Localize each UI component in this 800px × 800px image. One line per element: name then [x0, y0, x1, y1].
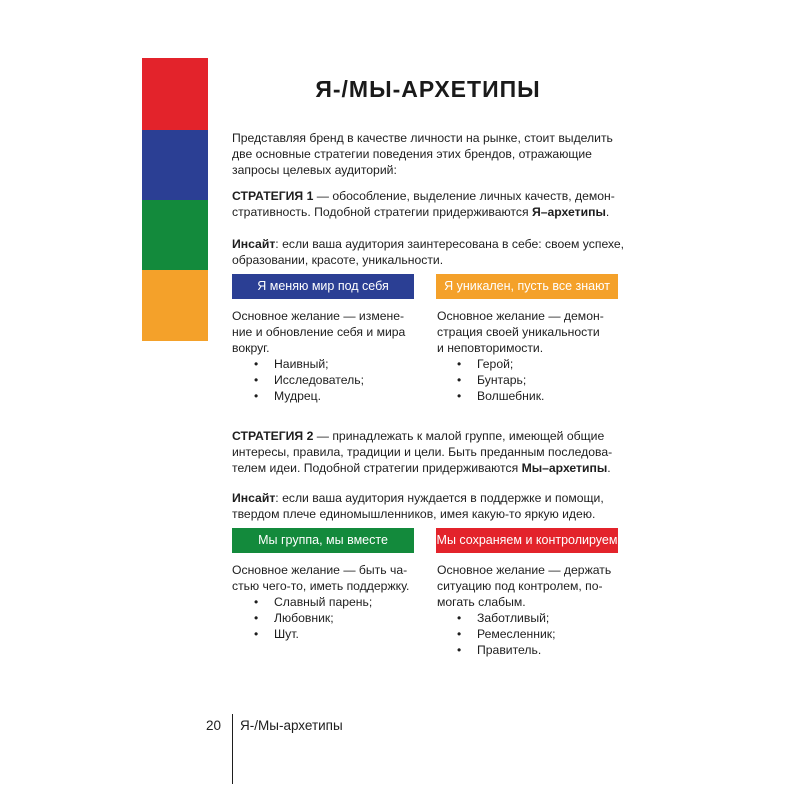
list-item: • Бунтарь; — [457, 372, 627, 388]
strategy-2-text: — принадлежать к малой группе, имеющей общие — [313, 429, 605, 443]
group-1-desc-line: вокруг. — [232, 341, 270, 355]
group-3-list — [254, 594, 422, 642]
strategy-2-heading: СТРАТЕГИЯ 2 — [232, 429, 314, 443]
list-item: • Заботливый; — [457, 610, 627, 626]
list-item: • Волшебник. — [457, 388, 627, 404]
intro-line: две основные стратегии поведения этих брендов, отражающие — [232, 147, 592, 161]
list-item: • Любовник; — [254, 610, 422, 626]
group-3-desc-line: стью чего-то, иметь поддержку. — [232, 579, 410, 593]
color-band-blue — [142, 130, 208, 200]
strategy-1-heading: СТРАТЕГИЯ 1 — [232, 189, 314, 203]
color-band-red — [142, 58, 208, 130]
group-3-description — [232, 562, 422, 642]
strategy-2-text: . — [607, 461, 611, 475]
footer-divider — [232, 714, 233, 784]
group-2-description — [437, 308, 627, 404]
group-4-desc-line: ситуацию под контролем, по- — [437, 579, 603, 593]
group-2-desc-line: страция своей уникальности — [437, 325, 600, 339]
group-1-description — [232, 308, 422, 404]
list-item: • Славный парень; — [254, 594, 422, 610]
page-number: 20 — [206, 718, 222, 733]
group-4-desc-line: могать слабым. — [437, 595, 526, 609]
list-item: • Правитель. — [457, 642, 627, 658]
group-3-label: Мы группа, мы вместе — [232, 528, 414, 553]
list-item: • Мудрец. — [254, 388, 422, 404]
group-4-label: Мы сохраняем и контролируем — [436, 528, 618, 553]
page-title: Я-/МЫ-АРХЕТИПЫ — [315, 76, 541, 102]
strategy-1-text: стративность. Подобной стратегии придерживаются — [232, 205, 532, 219]
insight-1-text: : если ваша аудитория заинтересована в себе: своем успехе, — [275, 237, 625, 251]
list-item: • Исследователь; — [254, 372, 422, 388]
insight-2-paragraph — [232, 490, 627, 522]
list-item: • Ремесленник; — [457, 626, 627, 642]
strategy-2-text: телем идеи. Подобной стратегии придерживаются — [232, 461, 522, 475]
group-1-label: Я меняю мир под себя — [232, 274, 414, 299]
group-1-desc-line: ние и обновление себя и мира — [232, 325, 406, 339]
group-4-desc-line: Основное желание — держать — [437, 563, 612, 577]
intro-line: Представляя бренд в качестве личности на рынке, стоит выделить — [232, 131, 613, 145]
insight-1-text: образовании, красоте, уникальности. — [232, 253, 444, 267]
insight-2-text: : если ваша аудитория нуждается в поддержке и помощи, — [275, 491, 604, 505]
color-band-orange — [142, 270, 208, 341]
strategy-1-text: — обособление, выделение личных качеств, демон- — [313, 189, 615, 203]
group-2-list — [457, 356, 627, 404]
group-1-desc-line: Основное желание — измене- — [232, 309, 405, 323]
insight-2-heading: Инсайт — [232, 491, 276, 505]
group-2-desc-line: и неповторимости. — [437, 341, 544, 355]
group-4-list — [457, 610, 627, 658]
intro-line: запросы целевых аудиторий: — [232, 163, 397, 177]
strategy-2-text: интересы, правила, традиции и цели. Быть преданным последова- — [232, 445, 613, 459]
strategy-1-paragraph — [232, 188, 627, 220]
color-band-green — [142, 200, 208, 270]
group-2-desc-line: Основное желание — демон- — [437, 309, 604, 323]
intro-paragraph — [232, 130, 627, 178]
group-3-desc-line: Основное желание — быть ча- — [232, 563, 408, 577]
list-item: • Наивный; — [254, 356, 422, 372]
strategy-2-archetype: Мы–архетипы — [521, 461, 608, 475]
strategy-1-text: . — [605, 205, 610, 219]
strategy-1-archetype: Я–архетипы — [531, 205, 606, 219]
group-4-description — [437, 562, 627, 658]
insight-1-heading: Инсайт — [232, 237, 276, 251]
insight-2-text: твердом плече единомышленников, имея какую-то яркую идею. — [232, 507, 596, 521]
list-item: • Герой; — [457, 356, 627, 372]
footer-title: Я-/Мы-архетипы — [240, 718, 343, 733]
strategy-2-paragraph — [232, 428, 627, 476]
group-1-list — [254, 356, 422, 404]
group-2-label: Я уникален, пусть все знают — [436, 274, 618, 299]
list-item: • Шут. — [254, 626, 422, 642]
insight-1-paragraph — [232, 236, 627, 268]
